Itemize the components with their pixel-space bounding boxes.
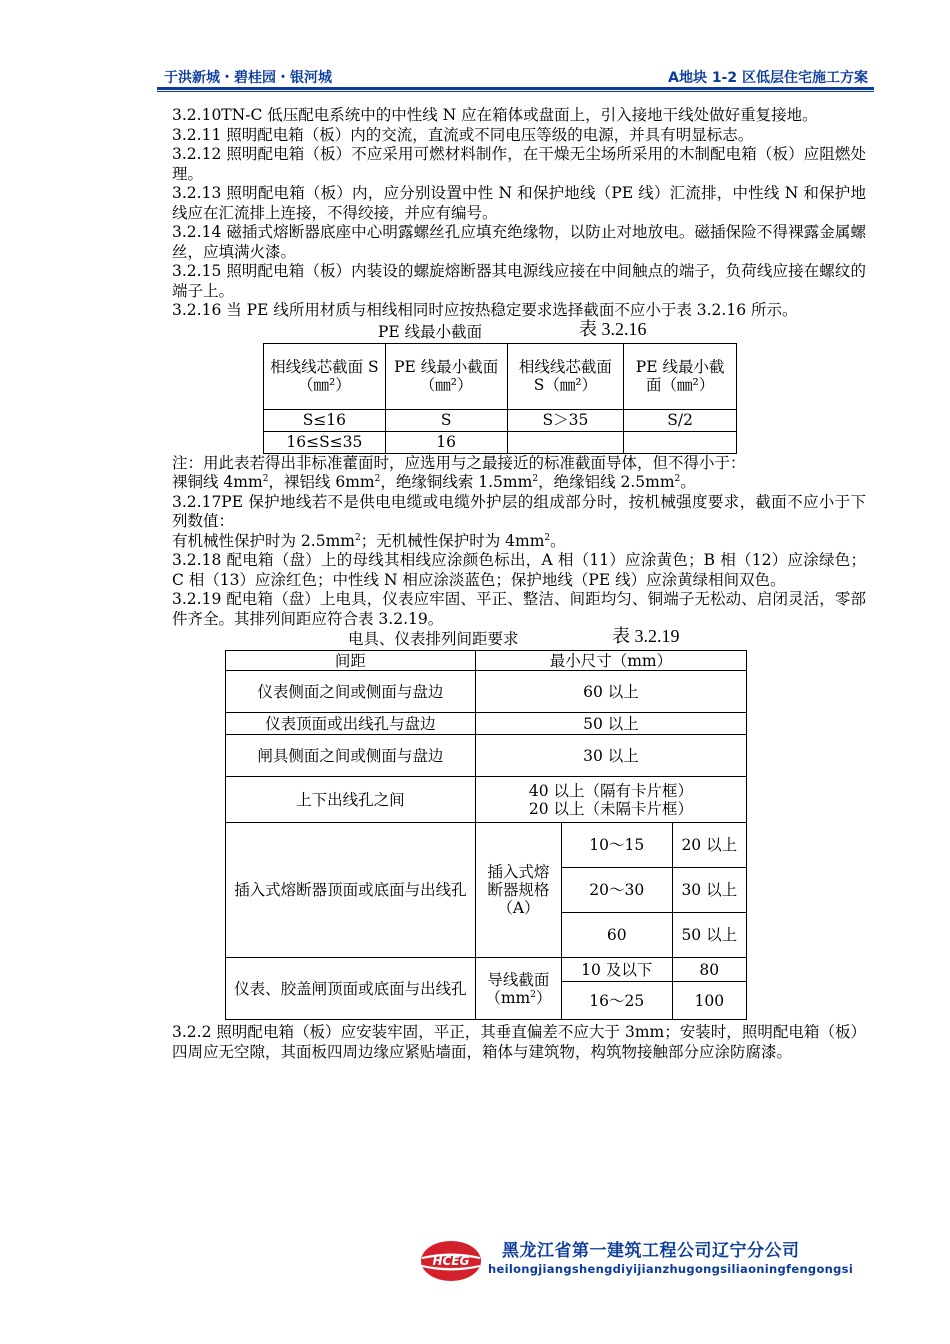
para-3-2-12: 3.2.12 照明配电箱（板）不应采用可燃材料制作，在干燥无尘场所采用的木制配电箱（板）应阻燃处理。 [172, 145, 866, 183]
sup: 2 [354, 532, 361, 543]
t2-sub-cell: 80 [672, 958, 746, 982]
t2-row-label: 仪表、胶盖闸顶面或底面与出线孔 [226, 958, 476, 1020]
header-rule-thin [157, 91, 874, 92]
header-rule [157, 87, 874, 90]
t2-sub-cell: 60 [561, 913, 672, 958]
para-3-2-10: 3.2.10TN-C 低压配电系统中的中性线 N 应在箱体或盘面上，引入接地干线处做好重复接地。 [172, 106, 818, 124]
t2-row-label: 上下出线孔之间 [226, 777, 476, 823]
note-aluminium: ，裸铝线 6mm [268, 473, 375, 491]
t1-cell: S/2 [624, 409, 737, 431]
t2-sub-cell: 30 以上 [672, 868, 746, 913]
t2-row-label: 闸具侧面之间或侧面与盘边 [226, 735, 476, 777]
t2-row-value: 50 以上 [475, 713, 746, 735]
table1-caption-number: 表 3.2.16 [579, 318, 647, 339]
t2-row-value: 60 以上 [475, 671, 746, 713]
t2-wire-section-end: ） [535, 988, 552, 1007]
footer-company-name: 黑龙江省第一建筑工程公司辽宁分公司 [502, 1241, 800, 1261]
table2-caption-title: 电具、仪表排列间距要求 [348, 630, 519, 648]
t2-row-label: 插入式熔断器顶面或底面与出线孔 [226, 823, 476, 958]
values-end: 。 [550, 531, 566, 550]
sup: 2 [674, 473, 681, 484]
t1-cell: 16 [385, 431, 507, 453]
document-body [172, 106, 866, 1062]
para-3-2-13: 3.2.13 照明配电箱（板）内，应分别设置中性 N 和保护地线（PE 线）汇流排，中性线 N 和保护地线应在汇流排上连接，不得绞接，并应有编号。 [172, 184, 866, 222]
note-copper: 裸铜线 4mm [172, 473, 263, 491]
t1-cell: 16≤S≤35 [264, 431, 386, 453]
t2-value-without-frame: 20 以上（未隔卡片框） [528, 799, 693, 818]
table-device-spacing [225, 650, 747, 1020]
t2-header-spacing: 间距 [226, 651, 476, 671]
t1-header-1: 相线线芯截面 S（㎜²） [264, 343, 386, 409]
para-3-2-17: 3.2.17PE 保护地线若不是供电电缆或电缆外护层的组成部分时，按机械强度要求，截面不应小于下列数值： [172, 492, 866, 530]
t2-sub-label [475, 958, 561, 1020]
para-3-2-2: 3.2.2 照明配电箱（板）应安装牢固，平正，其垂直偏差不应大于 3mm；安装时，照明配电箱（板）四周应无空隙，其面板四周边缘应紧贴墙面，箱体与建筑物，构筑物接触部分应涂防腐漆。 [172, 1023, 866, 1061]
logo-text: HCEG [432, 1254, 470, 1268]
table1-caption-title: PE 线最小截面 [378, 322, 483, 341]
t1-cell: S [385, 409, 507, 431]
t2-row-label: 仪表侧面之间或侧面与盘边 [226, 671, 476, 713]
t1-cell [507, 431, 624, 453]
t1-cell [624, 431, 737, 453]
t1-header-3: 相线线芯截面 S（㎜²） [507, 343, 624, 409]
company-logo-icon [418, 1238, 484, 1284]
para-3-2-17-values [172, 532, 866, 552]
sup: 2 [544, 532, 551, 543]
para-3-2-19: 3.2.19 配电箱（盘）上电具，仪表应牢固、平正、整洁、间距均匀、铜端子无松动、启闭灵活，零部件齐全。其排列间距应符合表 3.2.19。 [172, 590, 866, 628]
t2-sub-cell: 20～30 [561, 868, 672, 913]
t2-sub-cell: 10 及以下 [561, 958, 672, 982]
table-pe-min-section [263, 343, 737, 454]
t1-header-4: PE 线最小截面（㎜²） [624, 343, 737, 409]
sup: 2 [374, 473, 381, 484]
t2-sub-label: 插入式熔断器规格（A） [475, 823, 561, 958]
header-right-title: A地块 1-2 区低层住宅施工方案 [668, 70, 868, 86]
header-left-title: 于洪新城・碧桂园・银河城 [164, 70, 332, 86]
t2-value-with-frame: 40 以上（隔有卡片框） [528, 781, 693, 800]
t1-cell: S≤16 [264, 409, 386, 431]
t2-wire-section: 导线截面（mm [485, 970, 550, 1007]
para-3-2-18: 3.2.18 配电箱（盘）上的母线其相线应涂颜色标出，A 相（11）应涂黄色；B 相（12）应涂绿色；C 相（13）应涂红色；中性线 N 相应涂淡蓝色；保护地线（PE 线）应涂黄绿相间双色。 [172, 551, 866, 589]
para-3-2-15: 3.2.15 照明配电箱（板）内装设的螺旋熔断器其电源线应接在中间触点的端子，负荷线应接在螺纹的端子上。 [172, 262, 866, 300]
t1-cell: S＞35 [507, 409, 624, 431]
t2-sub-cell: 20 以上 [672, 823, 746, 868]
sup: 2 [532, 473, 539, 484]
note-line-1: 注：用此表若得出非标准藿面时，应选用与之最接近的标准截面导体，但不得小于： [172, 453, 746, 472]
t2-row-value: 30 以上 [475, 735, 746, 777]
note-line-2 [172, 473, 866, 493]
table2-caption-number: 表 3.2.19 [612, 626, 680, 646]
t2-header-min: 最小尺寸（mm） [475, 651, 746, 671]
t2-sub-cell: 50 以上 [672, 913, 746, 958]
sup: 2 [262, 473, 269, 484]
t2-sub-cell: 16～25 [561, 982, 672, 1020]
para-3-2-11: 3.2.11 照明配电箱（板）内的交流，直流或不同电压等级的电源，并具有明显标志。 [172, 125, 754, 144]
t2-row-label: 仪表顶面或出线孔与盘边 [226, 713, 476, 735]
sup: 2 [530, 989, 536, 1000]
table1-caption [172, 318, 866, 343]
mech-protect: 有机械性保护时为 2.5mm [172, 531, 355, 550]
t2-row-value [475, 777, 746, 823]
t2-sub-cell: 100 [672, 982, 746, 1020]
note-ins-copper: ，绝缘铜线索 1.5mm [380, 473, 533, 491]
note-ins-aluminium: ，绝缘铝线 2.5mm [538, 473, 675, 491]
table2-caption [172, 626, 866, 650]
t1-header-2: PE 线最小截面（㎜²） [385, 343, 507, 409]
t2-sub-cell: 10～15 [561, 823, 672, 868]
note-end: 。 [680, 473, 696, 491]
footer-company-pinyin: heilongjiangshengdiyijianzhugongsiliaoningfengongsi [488, 1262, 854, 1276]
para-3-2-14: 3.2.14 磁插式熔断器底座中心明露螺丝孔应填充绝缘物，以防止对地放电。磁插保险不得裸露金属螺丝，应填满火漆。 [172, 223, 866, 261]
no-mech-protect: ；无机械性保护时为 4mm [360, 531, 545, 550]
para-3-2-16: 3.2.16 当 PE 线所用材质与相线相同时应按热稳定要求选择截面不应小于表 3.2.16 所示。 [172, 301, 798, 319]
